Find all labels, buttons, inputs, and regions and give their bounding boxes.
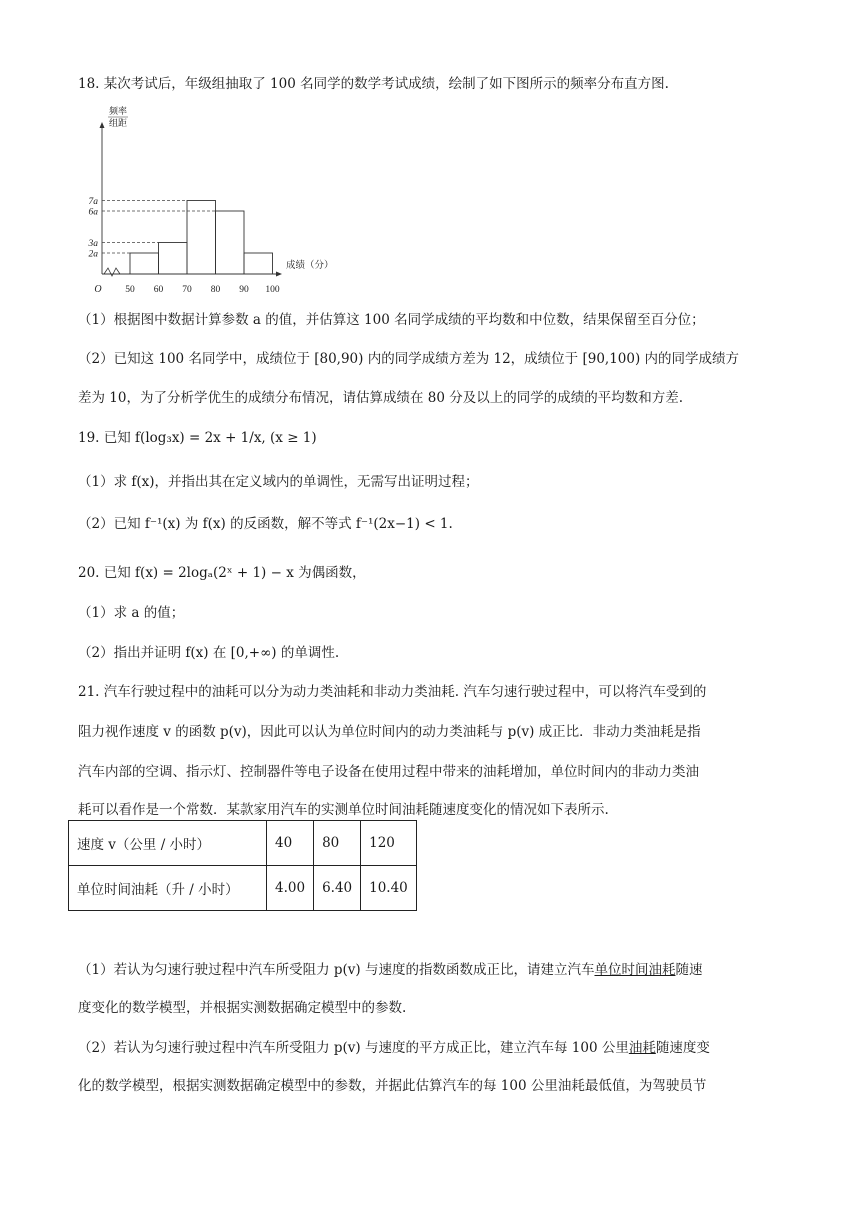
q18-part2-line2: 差为 10，为了分析学优生的成绩分布情况，请估算成绩在 80 分及以上的同学的成绩的平均数和方差.: [78, 390, 684, 406]
table-cell: 40: [267, 821, 314, 866]
x-axis-label: 成绩（分）: [286, 261, 334, 271]
q20-stem: 20. 已知 f(x) = 2logₐ(2ˣ + 1) − x 为偶函数，: [78, 565, 366, 581]
underlined-term: 单位时间油耗: [594, 962, 676, 978]
q19-part2: （2）已知 f⁻¹(x) 为 f(x) 的反函数，解不等式 f⁻¹(2x−1) < 1.: [78, 516, 453, 532]
y-axis-arrow: [100, 122, 105, 128]
q20-part2: （2）指出并证明 f(x) 在 [0,+∞) 的单调性.: [78, 645, 340, 661]
axis-break: [104, 268, 120, 276]
q21-line3: 汽车内部的空调、指示灯、控制器件等电子设备在使用过程中带来的油耗增加，单位时间内的非动力类油: [78, 764, 699, 780]
table-cell: 单位时间油耗（升 / 小时）: [69, 866, 267, 911]
table-cell: 速度 v（公里 / 小时）: [69, 821, 267, 866]
x-tick-label: 100: [265, 285, 280, 295]
origin-label: O: [94, 284, 102, 295]
table-cell: 120: [361, 821, 417, 866]
q21-part1-tail: 随速: [675, 962, 703, 978]
y-tick-label: 7a: [88, 197, 98, 207]
q21-part1-line2: 度变化的数学模型，并根据实测数据确定模型中的参数.: [78, 1000, 407, 1016]
underlined-term: 油耗: [628, 1040, 656, 1056]
q20-part1: （1）求 a 的值；: [78, 605, 185, 621]
histogram-svg: [80, 104, 350, 296]
q19-stem: 19. 已知 f(log₃x) = 2x + 1/x, (x ≥ 1): [78, 430, 317, 446]
q18-part2-line1: （2）已知这 100 名同学中，成绩位于 [80,90) 内的同学成绩方差为 12，成绩位于 [90,100) 内的同学成绩方: [78, 351, 740, 367]
histogram-bar: [130, 253, 159, 274]
fuel-consumption-table: [68, 820, 417, 911]
x-tick-label: 50: [125, 285, 135, 295]
q21-line2: 阻力视作速度 v 的函数 p(v)，因此可以认为单位时间内的动力类油耗与 p(v) 成正比．非动力类油耗是指: [78, 724, 701, 740]
table-cell: 80: [314, 821, 361, 866]
histogram-bar: [159, 243, 188, 275]
q18-stem: 18. 某次考试后，年级组抽取了 100 名同学的数学考试成绩，绘制了如下图所示的频率分布直方图.: [78, 76, 669, 92]
table-cell: 4.00: [267, 866, 314, 911]
q21-part1-line1: [78, 960, 798, 980]
q21-part2-text: （2）若认为匀速行驶过程中汽车所受阻力 p(v) 与速度的平方成正比，建立汽车每 100 公里: [78, 1040, 629, 1056]
table-row: [69, 866, 417, 911]
x-tick-label: 90: [239, 285, 249, 295]
table-cell: 6.40: [314, 866, 361, 911]
histogram-bar: [187, 201, 216, 275]
y-tick-label: 2a: [88, 249, 98, 260]
q21-part2-line1: [78, 1038, 798, 1058]
table-cell: 10.40: [361, 866, 417, 911]
table-row: [69, 821, 417, 866]
y-tick-label: 3a: [88, 239, 98, 249]
q21-line1: 21. 汽车行驶过程中的油耗可以分为动力类油耗和非动力类油耗. 汽车匀速行驶过程中，可以将汽车受到的: [78, 684, 707, 700]
y-axis-label-bottom: 组距: [108, 118, 128, 128]
y-axis-label-top: 频率: [108, 106, 128, 116]
histogram-chart: [80, 104, 350, 296]
histogram-bar: [216, 211, 245, 274]
x-tick-label: 80: [210, 285, 221, 295]
x-tick-label: 70: [182, 285, 192, 295]
x-tick-label: 60: [153, 285, 164, 295]
y-tick-label: 6a: [88, 207, 98, 218]
q21-line4: 耗可以看作是一个常数．某款家用汽车的实测单位时间油耗随速度变化的情况如下表所示.: [78, 802, 609, 818]
histogram-bar: [244, 253, 273, 274]
q21-part1-text: （1）若认为匀速行驶过程中汽车所受阻力 p(v) 与速度的指数函数成正比，请建立汽车: [78, 962, 595, 978]
q19-part1: （1）求 f(x)，并指出其在定义域内的单调性，无需写出证明过程；: [78, 474, 479, 490]
x-axis-arrow: [276, 272, 282, 277]
q21-part2-tail: 随速度变: [655, 1040, 710, 1056]
q18-part1: （1）根据图中数据计算参数 a 的值，并估算这 100 名同学成绩的平均数和中位数，结果保留至百分位；: [78, 312, 705, 328]
q21-part2-line2: 化的数学模型，根据实测数据确定模型中的参数，并据此估算汽车的每 100 公里油耗最低值，为驾驶员节: [78, 1078, 707, 1094]
